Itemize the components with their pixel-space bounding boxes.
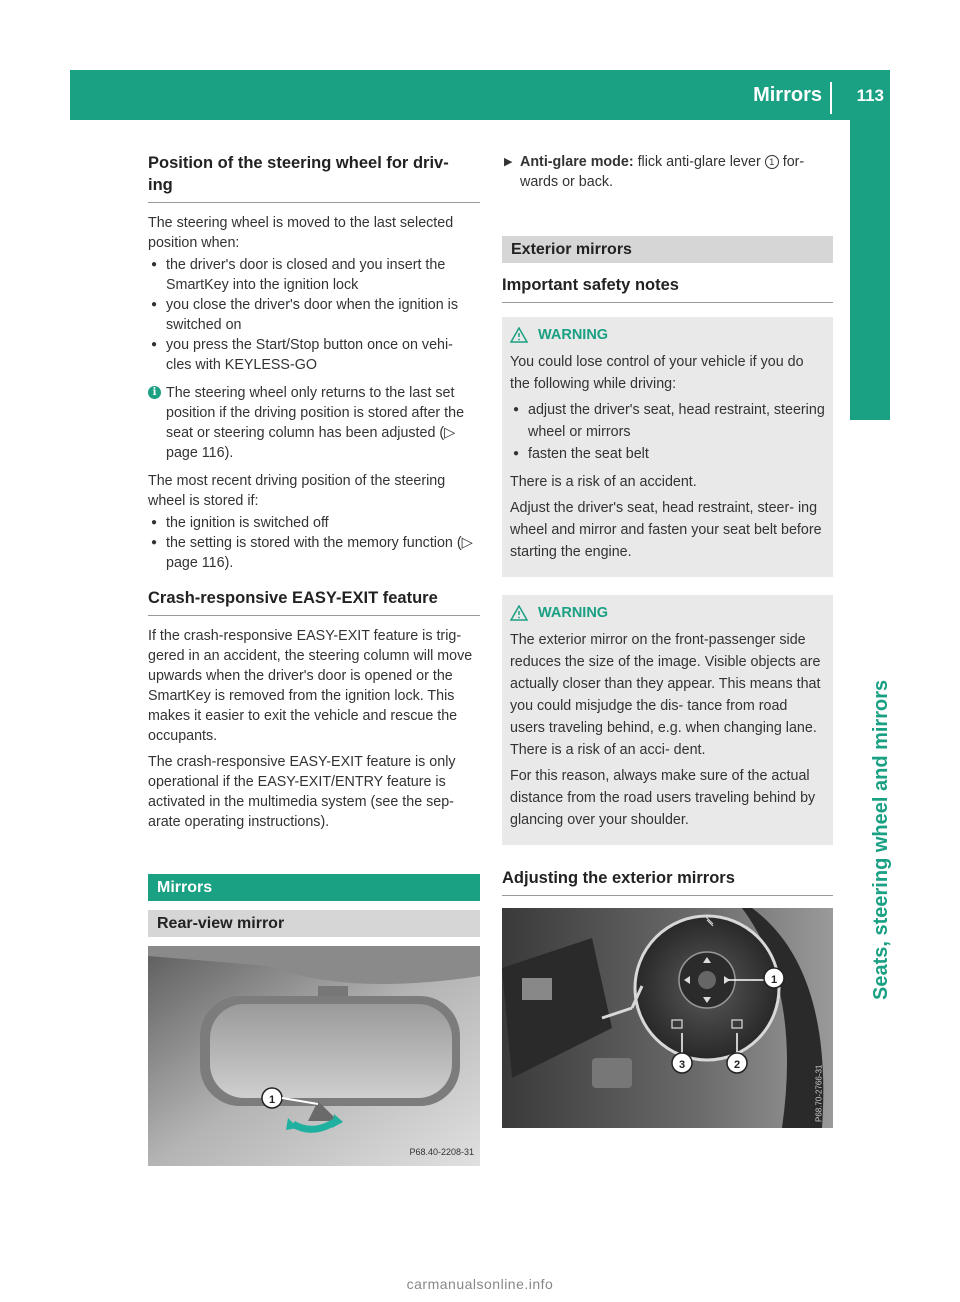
heading-easy-exit: Crash-responsive EASY-EXIT feature: [148, 587, 480, 616]
intro-text: The steering wheel is moved to the last selected position when:: [148, 215, 454, 251]
header-divider: [830, 82, 832, 114]
warning-title: WARNING: [510, 325, 825, 345]
heading-steering-position: [148, 152, 480, 203]
list-item: ● you press the Start/Stop button once on vehi- cles with KEYLESS-GO: [151, 337, 453, 373]
warning-box-2: [502, 595, 833, 845]
mirror-controls-illustration: [502, 908, 833, 1128]
warning-action: Adjust the driver's seat, head restraint, steer- ing wheel and mirror and fasten your seat belt before starting the engine.: [510, 500, 822, 560]
list-item: ● you close the driver's door when the ignition is switched on: [151, 297, 459, 333]
watermark: carmanualsonline.info: [406, 1276, 554, 1292]
list-item: ● fasten the seat belt: [513, 446, 649, 462]
heading-line-2: ing: [148, 176, 173, 194]
header-title: Mirrors: [753, 84, 822, 106]
list-item: ● adjust the driver's seat, head restraint, steering wheel or mirrors: [513, 402, 825, 440]
side-tab: [850, 120, 890, 420]
warning-action: For this reason, always make sure of the actual distance from the road users traveling behind by glancing over your shoulder.: [510, 768, 816, 828]
easy-exit-text-2: The crash-responsive EASY-EXIT feature is only operational if the EASY-EXIT/ENTRY feature is activated in the multimedia system (see the sep- arate operating instructions).: [148, 754, 456, 830]
info-text: The steering wheel only returns to the last set position if the driving position is stored after the seat or steering column has been adjusted (▷ page 116).: [166, 385, 465, 461]
mirror-controls-image: [502, 908, 833, 1128]
heading-adjusting-mirrors: Adjusting the exterior mirrors: [502, 867, 833, 896]
antiglare-instruction: ▶ Anti-glare mode: flick anti-glare lever 1 for- wards or back.: [504, 154, 805, 190]
stored-intro: The most recent driving position of the steering wheel is stored if:: [148, 473, 446, 509]
list-item: ● the setting is stored with the memory function (▷ page 116).: [151, 535, 473, 571]
right-column: [502, 152, 833, 1128]
warning-title: WARNING: [510, 603, 825, 623]
list-item: ● the ignition is switched off: [151, 515, 329, 531]
info-icon: i: [148, 386, 161, 399]
side-section-label: Seats, steering wheel and mirrors: [870, 679, 892, 1000]
warning-text: You could lose control of your vehicle if you do the following while driving:: [510, 354, 804, 392]
list-item: ● the driver's door is closed and you insert the SmartKey into the ignition lock: [151, 257, 446, 293]
photo-code: P68.40-2208-31: [409, 1147, 474, 1157]
callout-2: 2: [733, 1059, 741, 1071]
warning-box-1: [502, 317, 833, 577]
section-rearview-mirror: Rear-view mirror: [148, 910, 480, 937]
arrow-icon: ▶: [504, 156, 513, 168]
photo-code: P68.70-2766-31: [814, 1064, 823, 1122]
antiglare-label: Anti-glare mode:: [520, 154, 634, 170]
rearview-mirror-illustration: [148, 946, 480, 1166]
warning-text: The exterior mirror on the front-passenger side reduces the size of the image. Visible objects are actually closer than they appear. This means that you could misjudge the dis- tance from road users traveling behind, e.g. when changing lane. There is a risk of an acci- dent.: [510, 632, 821, 758]
left-column: [148, 152, 480, 1166]
info-note: [148, 383, 480, 463]
warning-icon: [510, 605, 528, 621]
section-mirrors: Mirrors: [148, 874, 480, 901]
page-header: [70, 70, 890, 120]
bullet-list-2: [148, 513, 480, 573]
warning-risk: There is a risk of an accident.: [510, 474, 697, 490]
bullet-list-1: [148, 255, 480, 375]
warning-bullets: [510, 399, 825, 465]
page-number: 113: [856, 86, 884, 105]
heading-safety-notes: Important safety notes: [502, 274, 833, 303]
easy-exit-text-1: If the crash-responsive EASY-EXIT feature is trig- gered in an accident, the steering column will move upwards when the driver's door is opened or the SmartKey is removed from the ignition lock. This makes it easier to exit the vehicle and rescue the occupants.: [148, 628, 473, 744]
callout-1: 1: [765, 155, 779, 169]
section-exterior-mirrors: Exterior mirrors: [502, 236, 833, 263]
warning-icon: [510, 327, 528, 343]
callout-1: 1: [268, 1094, 276, 1106]
rearview-mirror-image: [148, 946, 480, 1166]
callout-1: 1: [770, 974, 778, 986]
heading-line-1: Position of the steering wheel for driv-: [148, 154, 449, 172]
callout-3: 3: [678, 1059, 686, 1071]
